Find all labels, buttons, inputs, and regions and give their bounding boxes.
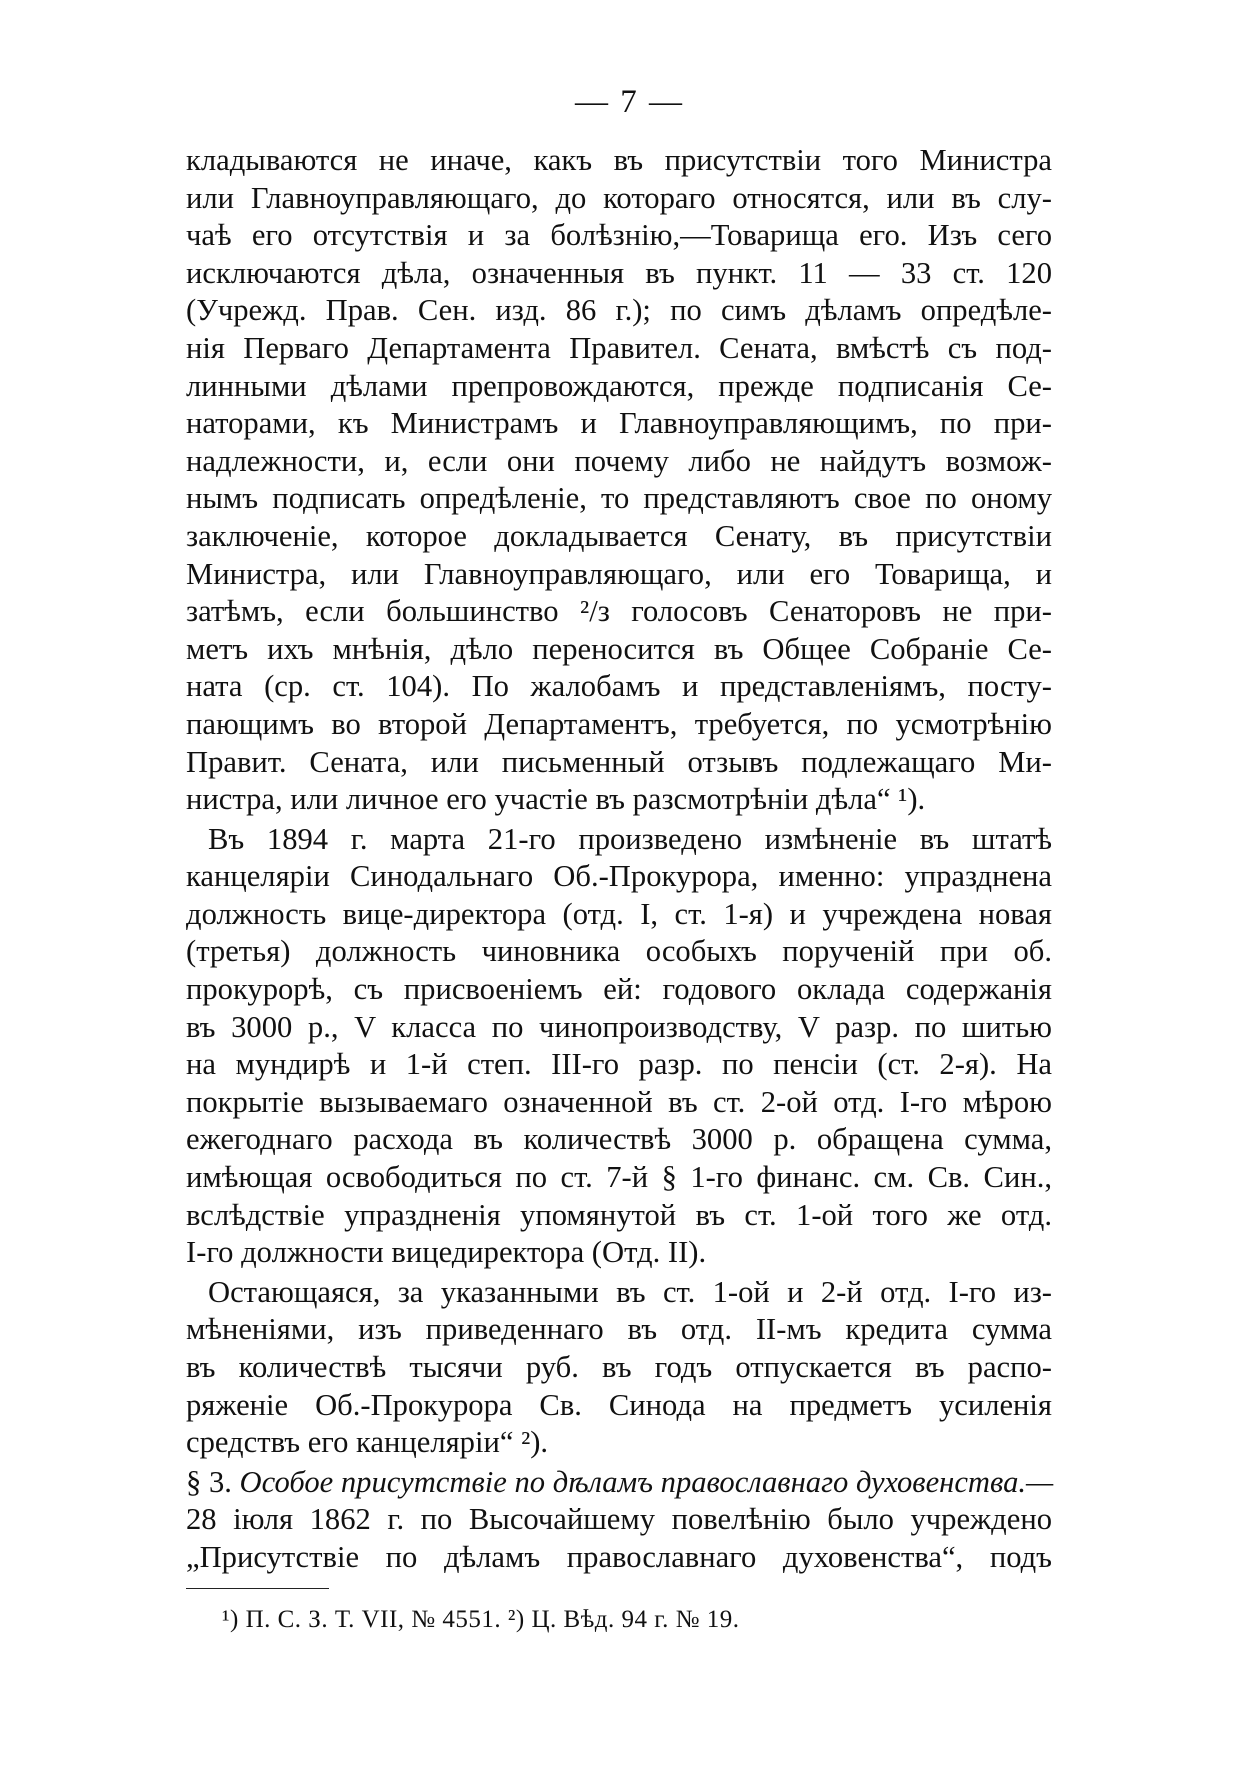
text-line: I-го должности вицедиректора (Отд. II). [186,1235,707,1270]
paragraph-1 [186,142,1052,819]
text-line: чаѣ его отсутствія и за болѣзнію,—Товарища его. Изъ сего [186,218,1052,253]
footnotes: ¹) П. С. З. Т. VII, № 4551. ²) Ц. Вѣд. 94 г. № 19. [222,1606,740,1633]
text-line: нымъ подписать опредѣленіе, то представляютъ свое по оному [186,481,1052,516]
text-line: исключаются дѣла, означенныя въ пункт. 11 — 33 ст. 120 [186,255,1052,290]
text-line: Остающаяся, за указанными въ ст. 1-ой и 2-й отд. I-го из- [208,1274,1052,1309]
text-line: въ количествѣ тысячи руб. въ годъ отпускается въ распо- [186,1350,1052,1384]
text-line: должность вице-директора (отд. I, ст. 1-я) и учреждена новая [186,896,1052,931]
body-text [186,142,1052,1577]
footnote-divider [186,1588,329,1589]
text-line: имѣющая освободиться по ст. 7-й § 1-го финанс. см. Св. Син., [186,1160,1052,1195]
text-line: ната (ср. ст. 104). По жалобамъ и представленіямъ, посту- [186,669,1052,704]
text-line: на мундирѣ и 1-й степ. III-го разр. по пенсіи (ст. 2-я). На [186,1047,1052,1082]
section-title: Особое присутствіе по дѣламъ православнаго духовенства.— [239,1464,1054,1499]
section-sign: § 3. [186,1464,232,1499]
text-line: пающимъ во второй Департаментъ, требуется, по усмотрѣнію [186,706,1052,741]
paragraph-2 [186,821,1052,1272]
text-line: мѣненіями, изъ приведеннаго въ отд. II-мъ кредита сумма [186,1312,1052,1347]
text-line: 28 іюля 1862 г. по Высочайшему повелѣнію было учреждено [186,1502,1052,1537]
text-line: (третья) должность чиновника особыхъ порученій при об. [186,934,1052,969]
text-line: канцеляріи Синодальнаго Об.-Прокурора, именно: упразднена [186,859,1052,894]
text-line: вслѣдствіе упраздненія упомянутой въ ст. 1-ой того же отд. [186,1197,1052,1232]
section-body [186,1501,1052,1576]
text-line: Министра, или Главноуправляющаго, или его Товарища, и [186,556,1052,591]
text-line: ежегоднаго расхода въ количествѣ 3000 р. обращена сумма, [186,1122,1052,1157]
text-line: метъ ихъ мнѣнія, дѣло переносится въ Общее Собраніе Се- [186,631,1052,666]
text-line: или Главноуправляющаго, до котораго относятся, или въ слу- [186,180,1052,215]
text-line: нія Перваго Департамента Правител. Сената, вмѣстѣ съ под- [186,330,1052,365]
section-3 [186,1464,1052,1577]
text-line: нистра, или личное его участіе въ разсмотрѣніи дѣла“ ¹). [186,782,926,817]
text-line: затѣмъ, если большинство ²/з голосовъ Сенаторовъ не при- [186,594,1052,629]
text-line: ряженіе Об.-Прокурора Св. Синода на предметъ усиленія [186,1387,1052,1422]
text-line: „Присутствіе по дѣламъ православнаго духовенства“, подъ [186,1539,1052,1574]
section-heading-line [186,1464,1052,1502]
text-line: заключеніе, которое докладывается Сенату, въ присутствіи [186,518,1052,553]
text-line: (Учрежд. Прав. Сен. изд. 86 г.); по симъ дѣламъ опредѣле- [186,293,1052,328]
paragraph-3 [186,1274,1052,1462]
text-line: въ 3000 р., V класса по чинопроизводству, V разр. по шитью [186,1009,1052,1044]
text-line: средствъ его канцеляріи“ ²). [186,1425,549,1460]
text-line: покрытіе вызываемаго означенной въ ст. 2-ой отд. I-го мѣрою [186,1084,1052,1119]
text-line: кладываются не иначе, какъ въ присутствіи того Министра [186,143,1052,177]
text-line: Въ 1894 г. марта 21-го произведено измѣненіе въ штатѣ [208,821,1052,856]
text-line: наторами, къ Министрамъ и Главноуправляющимъ, по при- [186,406,1052,441]
text-line: линными дѣлами препровождаются, прежде подписанія Се- [186,368,1052,403]
text-line: надлежности, и, если они почему либо не найдутъ возмож- [186,443,1052,478]
text-line: Правит. Сената, или письменный отзывъ подлежащаго Ми- [186,744,1052,779]
text-line: прокурорѣ, съ присвоеніемъ ей: годового оклада содержанія [186,972,1052,1007]
page-number: — 7 — [575,84,684,120]
